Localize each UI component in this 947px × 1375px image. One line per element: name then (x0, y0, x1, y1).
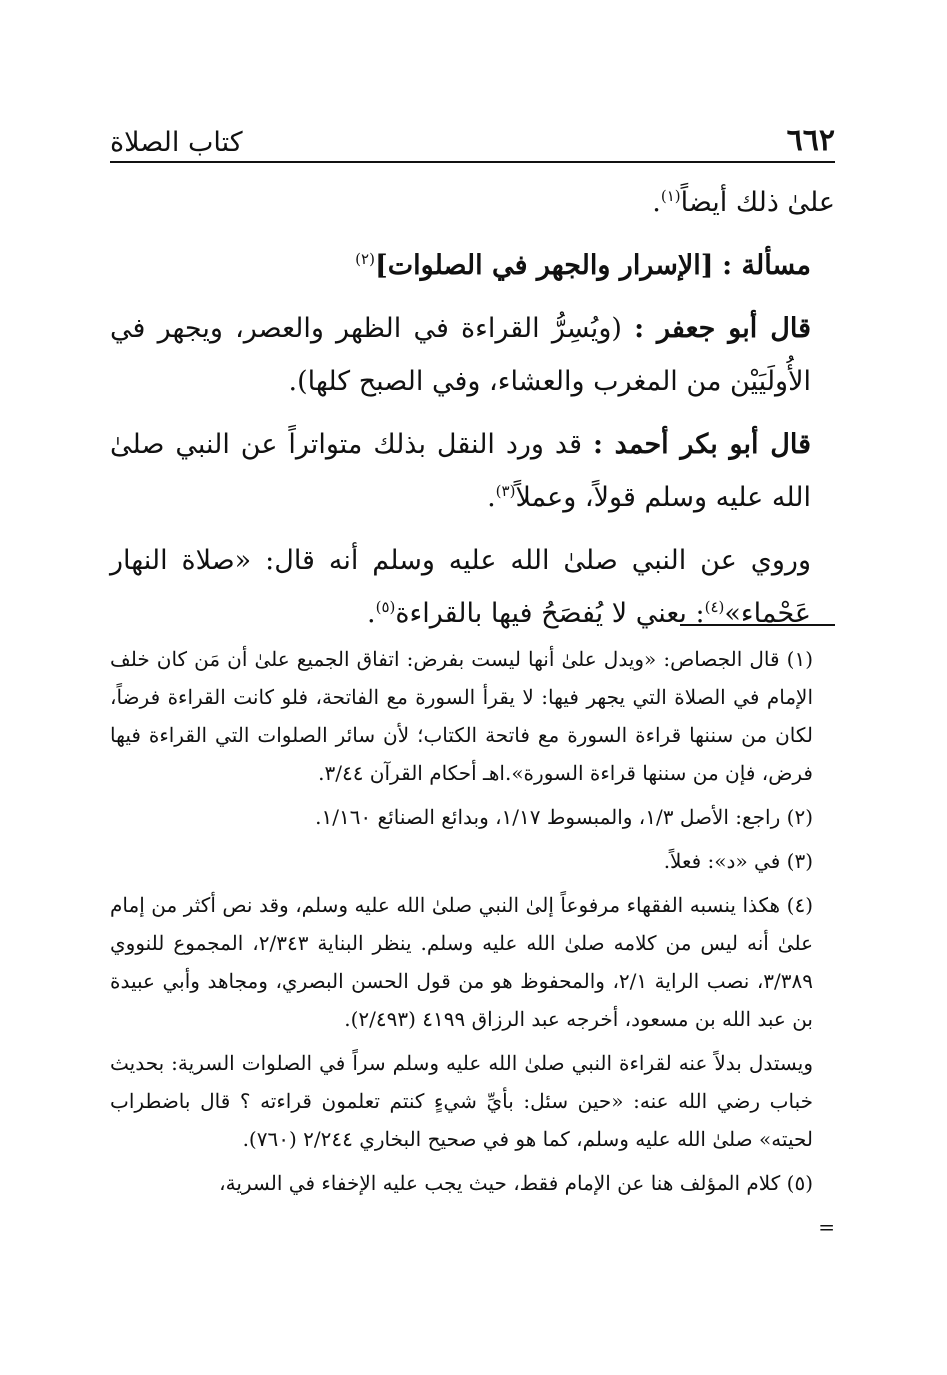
footnote-mark: (٣) (495, 482, 516, 500)
hadith-text: وروي عن النبي صلىٰ الله عليه وسلم أنه قال: «صلاة النهار عَجْماء» (110, 545, 811, 629)
masala-label: مسألة : (722, 250, 811, 281)
paragraph-abu-bakr (110, 418, 835, 524)
commentary-text: قد ورد النقل بذلك متواتراً عن النبي صلىٰ الله عليه وسلم قولاً، وعملاً (110, 429, 811, 513)
running-title: كتاب الصلاة (110, 127, 243, 158)
hadith-explanation: : يعني لا يُفصَحُ فيها بالقراءة (395, 598, 705, 629)
masala-title: [الإسرار والجهر في الصلوات] (374, 250, 714, 281)
footnote-4: (٤) هكذا ينسبه الفقهاء مرفوعاً إلىٰ النبي صلىٰ الله عليه وسلم، وقد نص أكثر من إمام علىٰ أنه ليس من كلامه صلىٰ الله عليه وسلم. ينظر البناية ٢/٣٤٣، المجموع للنووي ٣/٣٨٩، نصب الراية ٢/١، والمحفوظ هو من قول الحسن البصري، ومجاهد وأبي عبيدة بن عبد الله بن مسعود، أخرجه عبد الرزاق ٤١٩٩ (٢/٤٩٣). (110, 893, 814, 1031)
book-page (110, 0, 835, 1375)
paragraph-continuation (110, 176, 835, 229)
footnote-5: (٥) كلام المؤلف هنا عن الإمام فقط، حيث يجب عليه الإخفاء في السرية، (219, 1171, 813, 1195)
footnote-mark: (٥) (375, 598, 396, 616)
footnotes (110, 640, 835, 1246)
matn-text: (ويُسِرُّ القراءة في الظهر والعصر، ويجهر في الأُولَيَيْن من المغرب والعشاء، وفي الصبح كلها). (110, 313, 811, 397)
sentence-end: . (367, 598, 376, 629)
footnote-2: (٢) راجع: الأصل ١/٣، والمبسوط ١/١٧، وبدائع الصنائع ١/١٦٠. (315, 805, 813, 829)
paragraph-abu-jafar (110, 302, 835, 408)
page-header (110, 112, 835, 156)
footnote-3: (٣) في «د»: فعلاً. (663, 849, 813, 873)
footnote-separator (680, 624, 835, 626)
speaker-label: قال أبو بكر أحمد : (592, 429, 811, 460)
footnote-mark: (١) (660, 187, 681, 205)
continuation-text: علىٰ ذلك أيضاً (680, 187, 835, 218)
sentence-end: . (652, 187, 661, 218)
footnote-mark: (٤) (704, 598, 725, 616)
main-text (110, 176, 835, 640)
continuation-marker: = (818, 1215, 835, 1239)
sentence-end: . (487, 482, 496, 513)
speaker-label: قال أبو جعفر : (634, 313, 811, 344)
footnote-4-continued: ويستدل بدلاً عنه لقراءة النبي صلىٰ الله عليه وسلم سراً في الصلوات السرية: بحديث خباب رضي الله عنه: «حين سئل: بأيِّ شيءٍ كنتم تعلمون قراءته ؟ قال باضطراب لحيته» صلىٰ الله عليه وسلم، كما هو في صحيح البخاري ٢/٢٤٤ (٧٦٠). (110, 1051, 813, 1151)
page-number: ٦٦٢ (786, 123, 835, 158)
header-rule (110, 161, 835, 163)
footnote-mark: (٢) (355, 250, 375, 268)
masala-heading (110, 239, 835, 292)
footnote-1: (١) قال الجصاص: «ويدل علىٰ أنها ليست بفرض: اتفاق الجميع علىٰ أن مَن كان خلف الإمام في الصلاة التي يجهر فيها: لا يقرأ السورة مع الفاتحة، فلو كانت القراءة فرضاً، لكان من سننها قراءة السورة مع فاتحة الكتاب؛ لأن سائر الصلوات التي القراءة فيها فرض، فإن من سننها قراءة السورة».اهـ أحكام القرآن ٣/٤٤. (110, 647, 813, 785)
